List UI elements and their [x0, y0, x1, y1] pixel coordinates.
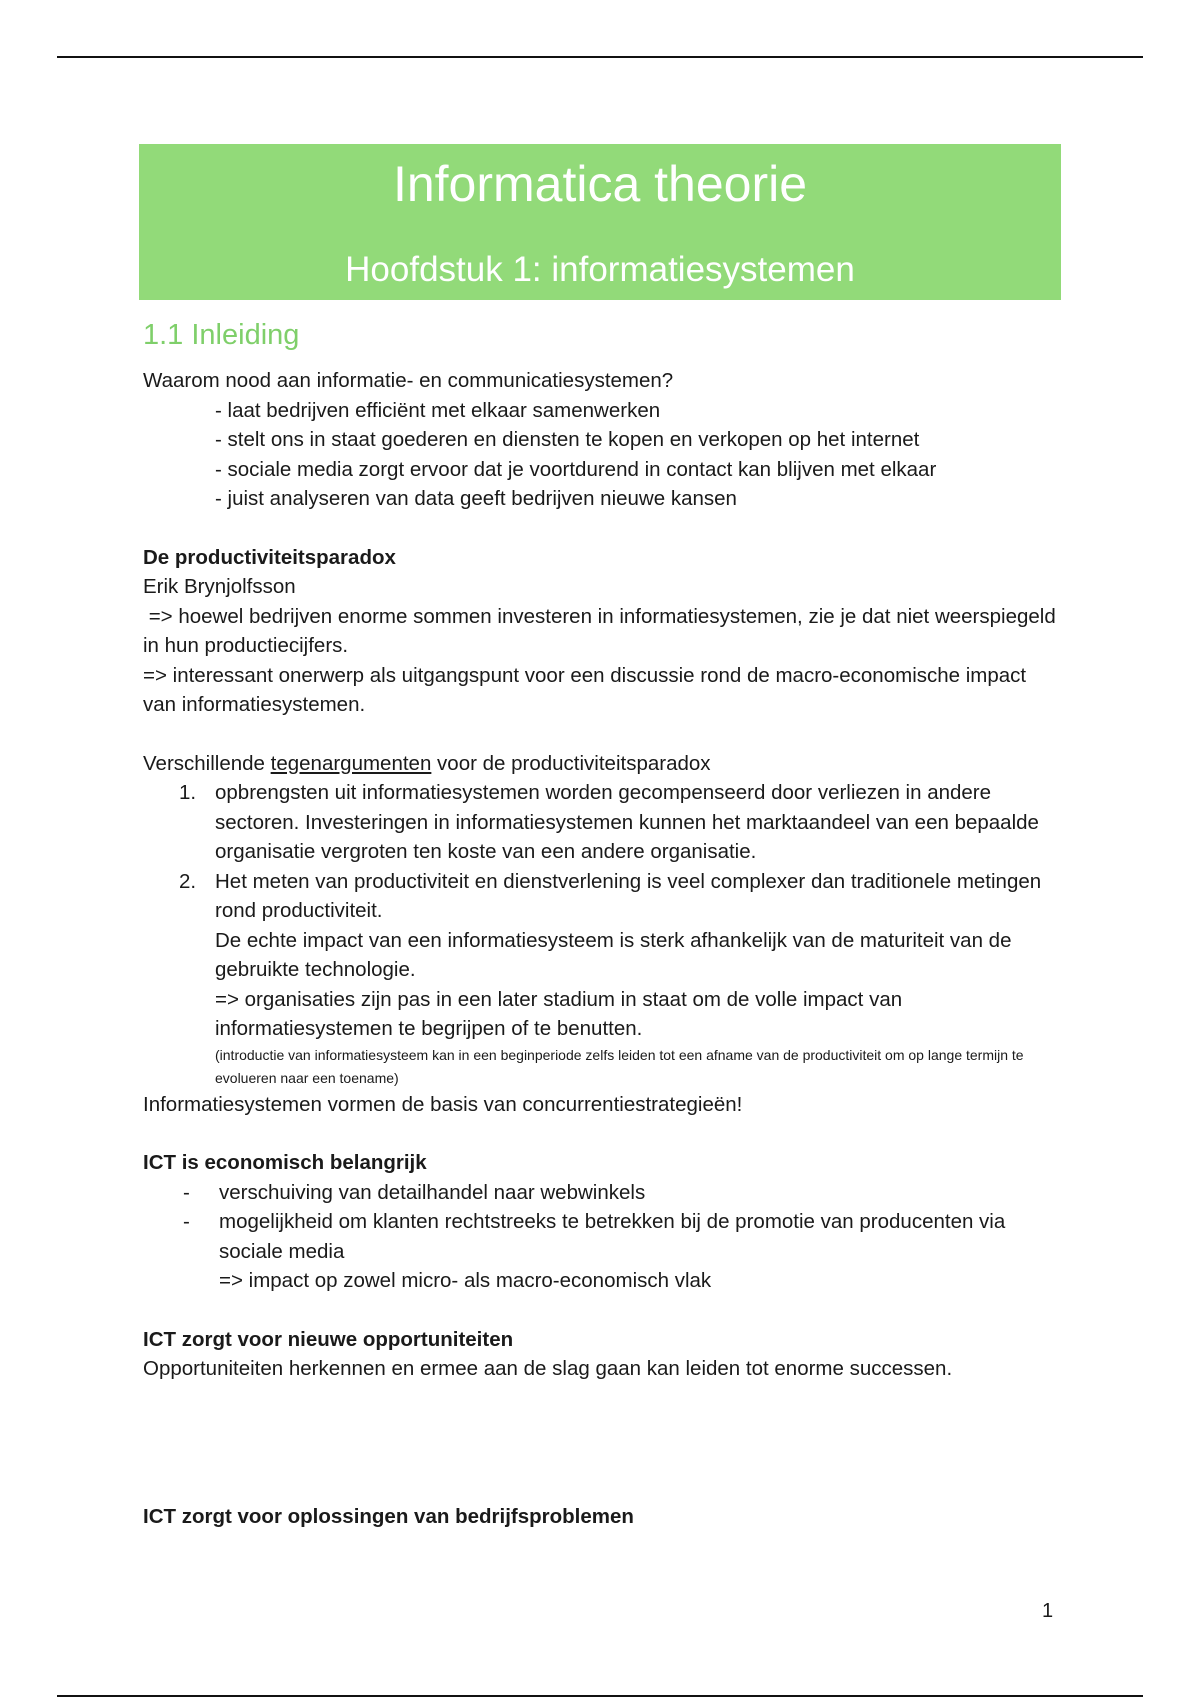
- intro-question: Waarom nood aan informatie- en communicatiesystemen?: [143, 369, 674, 392]
- ict-opportunities-heading: ICT zorgt voor nieuwe opportuniteiten: [143, 1327, 514, 1351]
- header-rule: [57, 56, 1143, 58]
- ict-opportunities-text: Opportuniteiten herkennen en ermee aan de slag gaan kan leiden tot enorme successen.: [143, 1357, 953, 1380]
- document-title: Informatica theorie: [392, 156, 808, 212]
- ict-solutions-heading: ICT zorgt voor oplossingen van bedrijfsproblemen: [143, 1504, 634, 1528]
- item-text: => organisaties zijn pas in een later stadium in staat om de volle impact van informatiesystemen te begrijpen of te benutten.: [215, 987, 903, 1040]
- item-note: (introductie van informatiesysteem kan in een beginperiode zelfs leiden tot een afname van de productiviteit om op lange termijn te evolueren naar een toename): [215, 1046, 1024, 1086]
- document-body: [143, 316, 1063, 1531]
- ict-economic-heading: ICT is economisch belangrijk: [143, 1151, 427, 1174]
- title-banner: [139, 144, 1061, 300]
- paradox-line-1: => hoewel bedrijven enorme sommen investeren in informatiesystemen, zie je dat niet weerspiegeld in hun productiecijfers.: [143, 604, 1062, 657]
- counter-conclusion: Informatiesystemen vormen de basis van concurrentiestrategieën!: [143, 1092, 743, 1116]
- list-item: - juist analyseren van data geeft bedrijven nieuwe kansen: [215, 487, 737, 510]
- paradox-line-2: => interessant onerwerp als uitgangspunt voor een discussie rond de macro-economische impact van informatiesystemen.: [143, 663, 1027, 716]
- item-text: De echte impact van een informatiesysteem is sterk afhankelijk van de maturiteit van de gebruikte technologie.: [215, 928, 1012, 981]
- list-item: - sociale media zorgt ervoor dat je voortdurend in contact kan blijven met elkaar: [215, 457, 937, 481]
- list-item: - verschuiving van detailhandel naar webwinkels: [143, 1178, 1063, 1208]
- item-number: 2.: [179, 869, 197, 893]
- underlined-term: tegenargumenten: [270, 751, 432, 775]
- counter-intro: Verschillende tegenargumenten voor de productiviteitsparadox: [143, 751, 711, 775]
- counter-arguments-list: [143, 778, 1063, 1090]
- list-item: - stelt ons in staat goederen en diensten te kopen en verkopen op het internet: [215, 428, 920, 451]
- list-item: [143, 867, 1063, 1090]
- list-item: [143, 778, 1063, 867]
- item-text: Het meten van productiviteit en dienstverlening is veel complexer dan traditionele metingen rond productiviteit.: [215, 869, 1042, 922]
- chapter-title: Hoofdstuk 1: informatiesystemen: [345, 250, 855, 289]
- impact-note: => impact op zowel micro- als macro-economisch vlak: [219, 1269, 712, 1292]
- paradox-heading: De productiviteitsparadox: [143, 545, 396, 569]
- ict-economic-list: [143, 1178, 1063, 1296]
- dash-bullet: -: [183, 1180, 190, 1204]
- list-item: - laat bedrijven efficiënt met elkaar samenwerken: [215, 398, 661, 422]
- section-heading: 1.1 Inleiding: [143, 319, 300, 351]
- item-number: 1.: [179, 781, 197, 804]
- footer-rule: [57, 1695, 1143, 1697]
- paradox-author: Erik Brynjolfsson: [143, 575, 296, 598]
- item-text: opbrengsten uit informatiesystemen worden gecompenseerd door verliezen in andere sectoren. Investeringen in informatiesystemen kunnen het marktaandeel van een bepaalde organisatie vergroten ten koste van een andere organisatie.: [215, 781, 1039, 863]
- page-number: 1: [1042, 1600, 1054, 1622]
- list-item: - mogelijkheid om klanten rechtstreeks te betrekken bij de promotie van producenten via sociale media => impact op zowel micro- als macro-economisch vlak: [143, 1207, 1063, 1296]
- reasons-list: [143, 396, 1063, 514]
- dash-bullet: -: [183, 1210, 190, 1233]
